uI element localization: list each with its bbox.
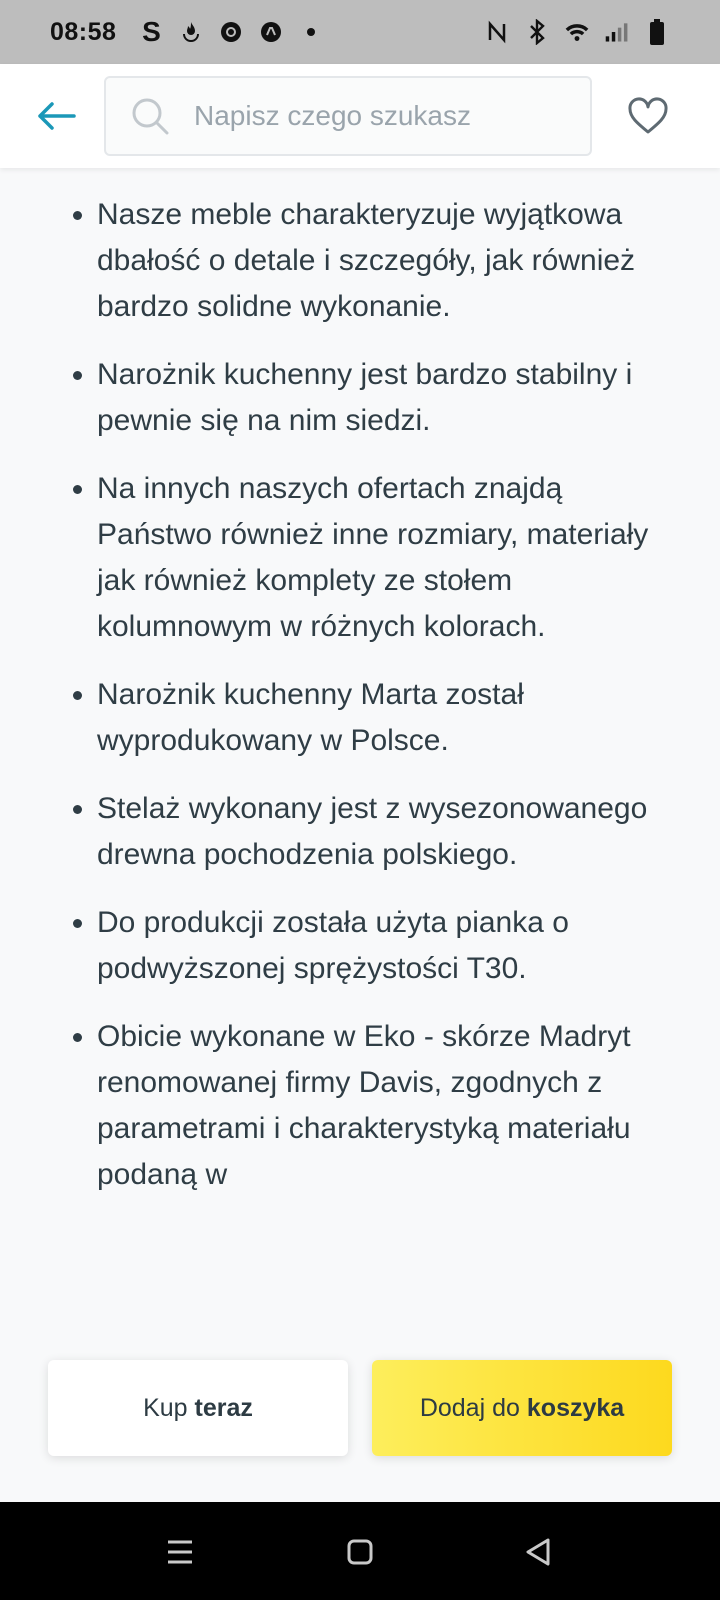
status-system-icons — [484, 19, 670, 45]
home-icon — [346, 1538, 374, 1566]
add-to-cart-label-strong: koszyka — [526, 1393, 625, 1422]
list-item — [0, 466, 720, 650]
bullet-text: Narożnik kuchenny jest bardzo stabilny i pewnie się na nim siedzi. — [97, 358, 633, 437]
bullet-dot-icon — [73, 1033, 82, 1042]
bullet-dot-icon — [73, 919, 82, 928]
bullet-dot-icon — [73, 211, 82, 220]
fire-icon — [178, 19, 204, 45]
recent-apps-button[interactable] — [160, 1532, 200, 1572]
home-button[interactable] — [340, 1532, 380, 1572]
list-item — [0, 672, 720, 764]
status-notification-icons — [138, 16, 324, 47]
back-triangle-icon — [523, 1537, 553, 1567]
list-item — [0, 900, 720, 992]
wifi-icon — [564, 19, 590, 45]
bullet-text: Obicie wykonane w Eko - skórze Madryt renomowanej firmy Davis, zgodnych z parametrami i charakterystyką materiału podaną w — [97, 1020, 631, 1191]
bullet-dot-icon — [73, 805, 82, 814]
system-nav-bar — [0, 1502, 720, 1600]
favorites-button[interactable] — [622, 90, 674, 142]
list-item — [0, 192, 720, 330]
bullet-text: Narożnik kuchenny Marta został wyprodukowany w Polsce. — [97, 678, 524, 757]
app-header — [0, 64, 720, 168]
menu-icon — [166, 1539, 194, 1565]
description-bullet-list — [0, 192, 720, 1220]
bluetooth-icon — [524, 19, 550, 45]
s-app-icon: S — [142, 16, 161, 47]
system-back-button[interactable] — [518, 1532, 558, 1572]
buy-now-button[interactable] — [48, 1360, 348, 1456]
status-time: 08:58 — [50, 17, 117, 46]
bullet-text: Nasze meble charakteryzuje wyjątkowa dbałość o detale i szczegóły, jak również bardzo solidne wykonanie. — [97, 198, 636, 323]
search-box[interactable] — [104, 76, 592, 156]
dot-icon — [298, 19, 324, 45]
buy-now-label-strong: teraz — [194, 1393, 253, 1422]
bullet-text: Na innych naszych ofertach znajdą Państwo również inne rozmiary, materiały jak również komplety ze stołem kolumnowym w różnych kolorach. — [97, 472, 649, 643]
signal-icon — [604, 19, 630, 45]
bullet-dot-icon — [73, 371, 82, 380]
bullet-text: Do produkcji została użyta pianka o podwyższonej sprężystości T30. — [97, 906, 569, 985]
search-input[interactable] — [194, 100, 574, 132]
back-arrow-icon — [36, 101, 76, 131]
bullet-dot-icon — [73, 485, 82, 494]
list-item — [0, 352, 720, 444]
bullet-text: Stelaż wykonany jest z wysezonowanego drewna pochodzenia polskiego. — [97, 792, 648, 871]
battery-icon — [644, 19, 670, 45]
nfc-icon — [484, 19, 510, 45]
buy-now-label: Kup — [143, 1393, 188, 1422]
add-to-cart-label: Dodaj do — [419, 1393, 520, 1422]
action-bar — [0, 1360, 720, 1502]
search-icon — [130, 96, 170, 136]
chrome-icon — [218, 19, 244, 45]
back-button[interactable] — [30, 90, 82, 142]
list-item — [0, 1014, 720, 1198]
list-item — [0, 786, 720, 878]
heart-icon — [627, 97, 669, 135]
add-to-cart-button[interactable] — [372, 1360, 672, 1456]
bullet-dot-icon — [73, 691, 82, 700]
product-description — [0, 168, 720, 1408]
status-bar — [0, 0, 720, 64]
blocked-icon — [258, 19, 284, 45]
